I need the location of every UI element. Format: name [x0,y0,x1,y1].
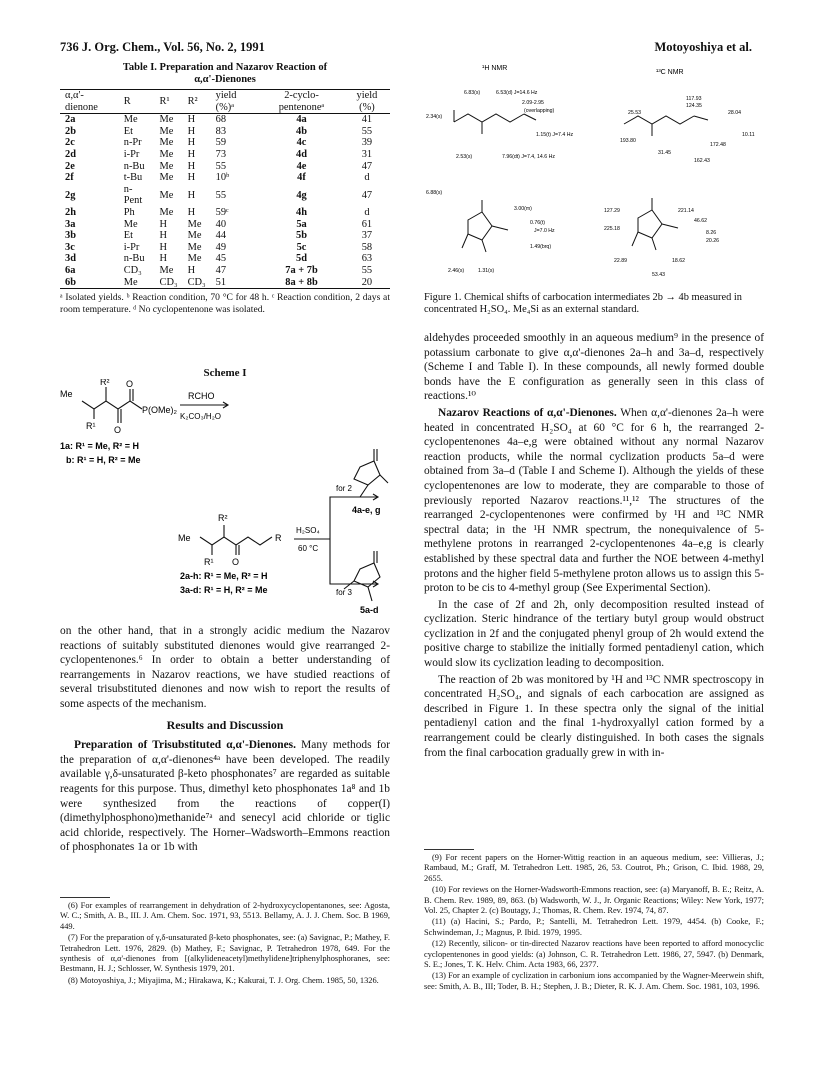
table-cell: 5d [296,253,307,265]
scheme-r1-2: R¹ [204,557,214,567]
table-row [60,137,390,149]
table-cell: Me [159,264,174,276]
table-cell: 39 [361,137,373,149]
table-cell: Et [123,125,133,137]
scheme-me-2: Me [178,533,191,543]
c-label: 124.35 [686,103,702,109]
table-row [60,172,390,184]
table-cell: 2b [65,125,76,137]
table-cell: 51 [211,277,259,289]
h-label: 1.15(t) J=7.4 Hz [536,132,574,138]
table-cell: Me [159,137,174,149]
table-cell: n-Pent [123,183,143,207]
c-label: 10.11 [742,132,755,138]
table-cell: 10ᵇ [215,172,230,184]
table-cell: H [159,218,168,230]
table-cell: 5b [296,230,307,242]
table-cell: i-Pr [123,148,140,160]
col-header: yield (%)ᵃ [211,90,259,114]
table-block [60,62,390,315]
table-cell: 2h [65,206,76,218]
footnote-rule-right [424,849,474,850]
c-label: 46.62 [694,218,707,224]
table-cell: 37 [361,230,373,242]
section-heading: Results and Discussion [166,717,284,732]
table-cell: 2f [65,172,74,184]
running-header-left: 736 J. Org. Chem., Vol. 56, No. 2, 1991 [60,40,265,54]
table-cell: 3c [65,241,75,253]
table-cell: Me [123,114,138,126]
table-row [60,277,390,289]
table-title: Table I. Preparation and Nazarov Reaction of [122,62,328,73]
table-cell: Me [187,253,202,265]
subheading-nazarov: Nazarov Reactions of α,α'-Dienones. [438,406,617,419]
scheme-label-3ad: 3a-d: R¹ = H, R² = Me [180,585,268,595]
table-cell: 4a [296,114,307,126]
table-cell: 47 [361,160,373,172]
table-cell: H [187,189,196,201]
table-cell: 20 [344,277,390,289]
table-cell: 68 [215,114,227,126]
footnote-8: (8) Motoyoshiya, J.; Miyajima, M.; Hirakawa, K.; Kakurai, T. J. Org. Chem. 1985, 50, 1326. [68,975,379,985]
scheme-1 [60,367,390,615]
table-cell: 59ᶜ [215,206,229,218]
nmr-figure [424,62,764,290]
table-cell: 45 [215,253,227,265]
scheme-reagent-top: RCHO [188,391,215,401]
table-cell: 4h [296,206,307,218]
table-cell: n-Pr [123,137,142,149]
table-cell: 5c [296,241,307,253]
table-cell: Me [119,277,155,289]
figure-caption: Figure 1. Chemical shifts of carbocation intermediates 2b → 4b measured in concentrated H₂SO₄. Me₄Si as an external standard. [424,292,742,316]
table-cell: H [187,148,196,160]
c-label: 18.62 [672,258,685,264]
table-cell: H [187,172,196,184]
c-label: 20.26 [706,238,719,244]
table-cell: 5a [296,218,307,230]
table-row [60,230,390,242]
table-cell: Et [123,230,133,242]
c-label: 25.53 [628,110,641,116]
table-cell: 4g [296,189,307,201]
right-para-2-text: When α,α'-dienones 2a–h were heated in concentrated H₂SO₄ at 60 °C for 6 h, the rearranged 2-cyclopentenones 4a–e,g were obtained without any normal Nazarov reaction products, while the normal cyclization products 5a–d were obtained from 3a–d (Table I and Scheme I). Although the yields of these cyclopentenones are low to moderate, they are comparable to those of previously reported Nazarov reactions.¹¹,¹² The structures of the rearranged 2-cyclopentenones were confirmed by ¹H and ¹³C NMR spectral data; in the ¹H NMR spectrum, the nonequivalence of 5-methylene protons in rearranged 2-cyclopentenones 4a–e,g is clearly established by these spectral data and further the NOE between 4-methyl protons and the higher field 5-methylene proton allows us to assign this 5-proton to be cis to 4-methyl group (See Experimental Section). [424,406,764,595]
c-label: 221.14 [678,208,694,214]
footnote-9: (9) For recent papers on the Horner-Wittig reaction in an aqueous medium, see: Villieras, J.; Rambaud, M.; Graff, M. Tetrahedron Lett. 1985, 26, 53. Coutrot, Ph.; Grison, C. Ibid. 1988, 29, 2655. [424,853,764,883]
c-label: 31.45 [658,150,671,156]
data-table [60,89,390,289]
scheme-r2-1: R² [100,379,110,387]
h-label: 6.88(s) [426,190,443,196]
h-label: 2.46(s) [448,268,465,274]
col-header: R² [183,90,211,114]
table-cell: 47 [215,264,227,276]
table-cell: d [364,206,370,218]
table-row [60,207,390,219]
figure-1 [424,62,764,292]
h-label: 3.00(m) [514,206,532,212]
scheme-label-2ah: 2a-h: R¹ = Me, R² = H [180,571,268,581]
h-label: 1.49(brq) [530,244,552,250]
c-label: 162.43 [694,158,710,164]
running-header-right: Motoyoshiya et al. [654,40,752,54]
table-cell: 8a + 8b [259,277,344,289]
footnote-11: (11) (a) Hacini, S.; Pardo, P.; Santelli, M. Tetrahedron Lett. 1979, 4454. (b) Cooke, F.; Schwindeman, J.; Magnus, P. Ibid. 1979, 1995. [424,917,764,937]
h-label: 6.53(d) J=14.6 Hz [496,90,538,96]
h-label: 1.31(s) [478,268,495,274]
table-cell: 3d [65,253,76,265]
table-cell: Me [159,114,174,126]
scheme-temp: 60 °C [298,544,319,553]
c-label: 53.43 [652,272,665,278]
subheading-preparation: Preparation of Trisubstituted α,α'-Dienones. [74,739,296,752]
table-cell: i-Pr [123,241,140,253]
table-cell: H [187,137,196,149]
scheme-pome: P(OMe)₂ [142,405,177,415]
table-row [60,253,390,265]
scheme-drawing [60,379,390,615]
table-cell: Me [159,172,174,184]
table-cell: 4d [296,148,307,160]
table-cell: H [187,264,196,276]
table-cell: 59 [215,137,227,149]
col-header: R¹ [155,90,183,114]
table-cell: 2e [65,160,75,172]
table-cell: CD₃ [183,277,211,289]
h-label: 2.34(s) [426,114,443,120]
table-row [60,265,390,277]
table-cell: Me [159,206,174,218]
table-cell: 4f [297,172,306,184]
c-label: 8.26 [706,230,717,236]
table-cell: H [187,206,196,218]
col-header: yield (%) [344,90,390,114]
table-cell: 49 [215,241,227,253]
right-para-3: In the case of 2f and 2h, only decomposition resulted instead of cyclization. Steric hindrance of the tertiary butyl group would obstruct cyclization in 2f and the conjugated phenyl group of 2h would extend the positive charge to stabilize the initially formed pentadienyl cation, which would slow its cyclization leading to decomposition. [424,598,764,670]
footnote-7: (7) For the preparation of γ,δ-unsaturated β-keto phosphonates, see: (a) Savignac, P.; Mathey, F. Tetrahedron Lett. 1976, 2829. (b) Mathey, F.; Savignac, P. Tetrahedron 1978, 649. For the synthesis of α,α'-dienones from [(alkylideneacetyl)methylidene]triphenylphosphoranes, see: Bestmann, H. J.; Schlosser, W. Synthesis 1979, 201. [60,933,390,974]
scheme-prod-4: 4a-e, g [352,505,381,515]
footnote-10: (10) For reviews on the Horner-Wadsworth-Emmons reaction, see: (a) Maryanoff, B. E.; Reitz, A. B. Chem. Rev. 1989, 89, 863. (b) Wadsworth, W. J., Jr. Organic Reactions; Wiley: New York, 1977; Vol. 25, Chapter 2. (c) Boutagy, J.; Thomas, R. Chem. Rev. 1974, 74, 87. [424,885,764,916]
table-cell: 63 [361,253,373,265]
table-subtitle: α,α'-Dienones [194,74,256,85]
table-cell: H [187,125,196,137]
table-row [60,184,390,207]
left-para-2-text: Many methods for the preparation of α,α'-dienones⁴ᵃ have been developed. The readily available γ,δ-unsaturated β-keto phosphonates⁷ are regarded as suitable reagents for this purpose. Thus, dimethyl keto phosphonates 1a⁸ and 1b were synthesized from the reactions of copper(I) (dimethylphosphono)methanide⁷ᵃ and senecyl acid chloride or tiglic acid chloride, respectively. The Horner–Wadsworth–Emmons reaction of phosphonates 1a or 1b with [60,739,390,854]
table-cell: 2c [65,137,75,149]
c-label: 22.89 [614,258,627,264]
table-row [60,242,390,254]
table-cell: Me [159,125,174,137]
scheme-o-2: O [114,425,122,435]
table-cell: 44 [215,230,227,242]
table-row [60,114,390,126]
table-cell: Me [159,189,174,201]
h-label: 6.83(s) [464,90,481,96]
c-label: 172.48 [710,142,726,148]
footnote-6: (6) For examples of rearrangement in dehydration of 2-hydroxycyclopentanones, see: Agosta, W. C.; Smith, A. B., III. J. Am. Chem. Soc. 1971, 93, 5513. Bellamy, A. J. J. Chem. Soc. B 1969, 449. [60,901,390,931]
footnote-12: (12) Recently, silicon- or tin-directed Nazarov reactions have been reported to afford monocyclic cyclopentenones in good yields: (a) Johnson, C. R. Tetrahedron Lett. 1986, 27, 5947. (b) Denmark, S. E.; Jones, T. K. Helv. Chim. Acta 1983, 66, 2377. [424,939,764,970]
table-cell: H [187,114,196,126]
h-label: 7.96(dt) J=7.4, 14.6 Hz [502,154,555,160]
table-cell: 6b [60,277,119,289]
h-nmr-title: ¹H NMR [482,65,508,72]
table-cell: Me [187,218,202,230]
table-cell: 4e [296,160,307,172]
table-cell: Me [159,148,174,160]
scheme-label-1a: 1a: R¹ = Me, R² = H [60,441,140,451]
scheme-acid: H₂SO₄ [296,526,320,535]
table-cell: Me [159,160,174,172]
table-cell: 6a [65,264,76,276]
footnote-rule-left [60,897,110,898]
table-row [60,219,390,231]
table-cell: t-Bu [123,172,143,184]
h-label: 0.76(t) [530,220,545,226]
right-para-1: aldehydes proceeded smoothly in an aqueous medium⁹ in the presence of potassium carbonate to give α,α'-dienones 2a–h and 3a–d, respectively (Scheme I and Table I). In these compounds, all newly formed double bonds have the E configuration as generally seen in this class of reactions.¹⁰ [424,332,764,403]
table-cell: n-Bu [123,253,145,265]
table-cell: 2g [65,189,76,201]
h-label: 2.09-2.95 [522,100,544,106]
table-cell: d [364,172,370,184]
footnotes-right [424,853,764,993]
col-header: 2-cyclo-pentenoneᵃ [259,90,344,114]
scheme-title: Scheme I [203,367,247,379]
scheme-me-1: Me [60,389,73,399]
col-header: R [119,90,155,114]
scheme-o-3: O [232,557,240,567]
table-cell: CD₃ [155,277,183,289]
left-column [60,624,390,857]
table-cell: H [187,160,196,172]
scheme-r2-2: R² [218,513,228,523]
scheme-label-1b: b: R¹ = H, R² = Me [66,455,141,465]
c-label: 127.29 [604,208,620,214]
table-cell: 2a [65,114,76,126]
table-cell: 40 [215,218,227,230]
table-cell: 47 [361,189,373,201]
table-cell: CD₃ [123,264,142,276]
table-cell: 55 [215,189,227,201]
c-label: 193.80 [620,138,636,144]
table-cell: 3a [65,218,76,230]
table-cell: Me [187,241,202,253]
h-label: (overlapping) [524,108,555,114]
table-cell: n-Bu [123,160,145,172]
right-para-2 [424,406,764,596]
table-cell: 58 [361,241,373,253]
scheme-for3: for 3 [336,588,353,597]
table-cell: 83 [215,125,227,137]
scheme-for2: for 2 [336,484,353,493]
c-label: 28.04 [728,110,741,116]
right-column [424,331,764,762]
left-para-1: on the other hand, that in a strongly acidic medium the Nazarov reactions of suitably substituted dienones would give rearranged 2-cyclopentenones.⁶ In order to obtain a better understanding of rearrangements in Nazarov reactions, we have studied reactions of several trisubstituted dienones and now wish to report the results of some aspects of the mechanism. [60,625,390,710]
scheme-prod-5: 5a-d [360,605,379,615]
h-label: 2.53(s) [456,154,473,160]
table-cell: Me [187,230,202,242]
c-nmr-title: ¹³C NMR [656,69,684,76]
table-cell: H [159,241,168,253]
table-cell: 2d [65,148,76,160]
table-cell: 4c [296,137,307,149]
scheme-o-1: O [126,379,134,389]
table-cell: 3b [65,230,76,242]
table-cell: 7a + 7b [285,264,318,276]
table-row [60,161,390,173]
table-cell: 55 [215,160,227,172]
footnote-13: (13) For an example of cyclization in carbonium ions accompanied by the Wagner-Meerwein shift, see: Smith, A. B., III; Toder, B. H.; Stephen, J. B.; Dieter, R. K. J. Am. Chem. Soc. 1981, 103, 1996. [424,971,764,991]
table-cell: 55 [361,125,373,137]
table-cell: 61 [361,218,373,230]
table-cell: 73 [215,148,227,160]
table-row [60,126,390,138]
scheme-r1-1: R¹ [86,421,96,431]
c-label: 117.93 [686,96,702,102]
right-para-4: The reaction of 2b was monitored by ¹H and ¹³C NMR spectroscopy in concentrated H₂SO₄, and signals of each carbocation are assigned as described in Figure 1. In these spectra only the signal of the initial pentadienyl cation and the final 1-hydroxyallyl cation formed by a rearrangement could be clearly distinguished. In both cases the signals from the final carbocation gradually grew in with in- [424,673,764,759]
table-cell: H [159,230,168,242]
h-label: J=7.0 Hz [534,228,555,234]
col-header: α,α'-dienone [60,90,119,114]
table-cell: Ph [123,206,135,218]
table-cell: 55 [361,264,373,276]
left-para-2 [60,738,390,855]
table-cell: H [159,253,168,265]
scheme-reagent-bottom: K₂CO₃/H₂O [180,412,222,421]
footnotes-left [60,901,390,987]
table-row [60,149,390,161]
table-footnote: ᵃ Isolated yields. ᵇ Reaction condition, 70 °C for 48 h. ᶜ Reaction condition, 2 days at room temperature. ᵈ No cyclopentenone was isolated. [60,292,390,315]
c-label: 225.18 [604,226,620,232]
table-cell: 31 [361,148,373,160]
table-cell: 4b [296,125,307,137]
table-cell: Me [123,218,138,230]
table-cell: 41 [361,114,373,126]
scheme-r-2: R [275,533,282,543]
